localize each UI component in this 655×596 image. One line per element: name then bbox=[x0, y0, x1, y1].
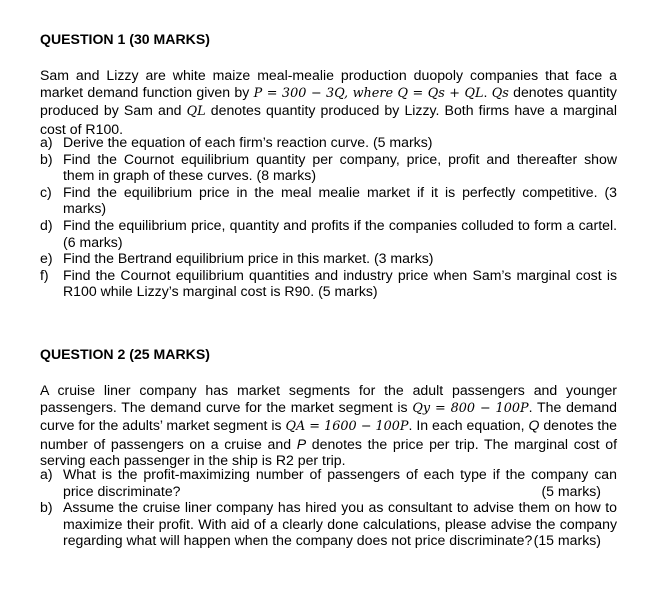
item-label: f) bbox=[40, 266, 49, 283]
item-label: c) bbox=[40, 183, 52, 200]
q-symbol: Q bbox=[528, 417, 540, 434]
item-text: Find the Bertrand equilibrium price in this market. (3 marks) bbox=[63, 250, 434, 267]
demand-equation: P = 300 − 3Q, where Q = Qs + QL bbox=[253, 85, 484, 101]
intro-text: . bbox=[483, 83, 492, 100]
item-text: What is the profit-maximizing number of passengers of each type if the company can price discriminate? bbox=[63, 466, 617, 499]
item-label: a) bbox=[40, 466, 53, 482]
item-label: d) bbox=[40, 216, 53, 233]
intro-text: Sam and Lizzy are white maize meal-mealie production duopoly companies that face a market demand function given by bbox=[40, 67, 617, 100]
item-text: Assume the cruise liner company has hired you as consultant to advise them on how to maximize their profit. With aid of a clearly done calculations, please advise the company regarding what will happen when the company does not price discriminate? bbox=[63, 499, 617, 549]
list-item bbox=[40, 134, 617, 151]
intro-text: denotes quantity produced by Sam and bbox=[40, 83, 617, 119]
intro-text: . In each equation, bbox=[408, 417, 529, 434]
list-item bbox=[40, 217, 617, 250]
intro-text: denotes the price per trip. The marginal cost of serving each passenger in the ship is R2 per trip. bbox=[40, 435, 617, 469]
question-1-intro bbox=[40, 67, 617, 137]
question-2-intro bbox=[40, 382, 617, 469]
item-label: e) bbox=[40, 250, 53, 267]
question-1-parts bbox=[40, 134, 617, 300]
item-label: a) bbox=[40, 134, 53, 150]
list-item bbox=[40, 267, 617, 300]
list-item bbox=[40, 499, 617, 549]
intro-text: denotes the number of passengers on a cruise and bbox=[40, 417, 618, 452]
list-item bbox=[40, 250, 617, 267]
item-text: Find the Cournot equilibrium quantities and industry price when Sam’s marginal cost is R100 while Lizzy’s marginal cost is R90. (5 marks) bbox=[63, 266, 617, 300]
adult-demand-equation: QA = 1600 − 100P bbox=[285, 419, 409, 435]
list-item bbox=[40, 151, 617, 184]
ql-symbol: QL bbox=[186, 104, 206, 120]
intro-text: A cruise liner company has market segments for the adult passengers and younger passengers. The demand curve for the market segment is bbox=[40, 382, 617, 415]
item-marks: (15 marks) bbox=[533, 532, 601, 549]
item-marks: (5 marks) bbox=[541, 482, 601, 499]
question-2-heading: QUESTION 2 (25 MARKS) bbox=[40, 346, 210, 362]
list-item bbox=[40, 466, 617, 499]
p-symbol: P bbox=[296, 435, 307, 452]
qs-symbol: Qs bbox=[491, 85, 509, 101]
item-label: b) bbox=[40, 150, 53, 167]
question-2-parts bbox=[40, 466, 617, 549]
item-text: Find the equilibrium price, quantity and profits if the companies colluded to form a cartel. (6 marks) bbox=[63, 216, 617, 250]
intro-text: . The demand curve for the adults’ market segment is bbox=[40, 398, 617, 434]
intro-text: denotes quantity produced by Lizzy. Both firms have a marginal cost of R100. bbox=[40, 102, 618, 137]
item-text: Find the Cournot equilibrium quantity per company, price, profit and thereafter show them in graph of these curves. (8 marks) bbox=[63, 150, 617, 184]
younger-demand-equation: Qy = 800 − 100P bbox=[412, 400, 529, 416]
item-text: Find the equilibrium price in the meal mealie market if it is perfectly competitive. (3 marks) bbox=[63, 183, 617, 217]
item-text: Derive the equation of each firm’s reaction curve. (5 marks) bbox=[63, 134, 433, 150]
item-label: b) bbox=[40, 499, 53, 516]
list-item bbox=[40, 184, 617, 217]
question-1-heading: QUESTION 1 (30 MARKS) bbox=[40, 31, 210, 47]
